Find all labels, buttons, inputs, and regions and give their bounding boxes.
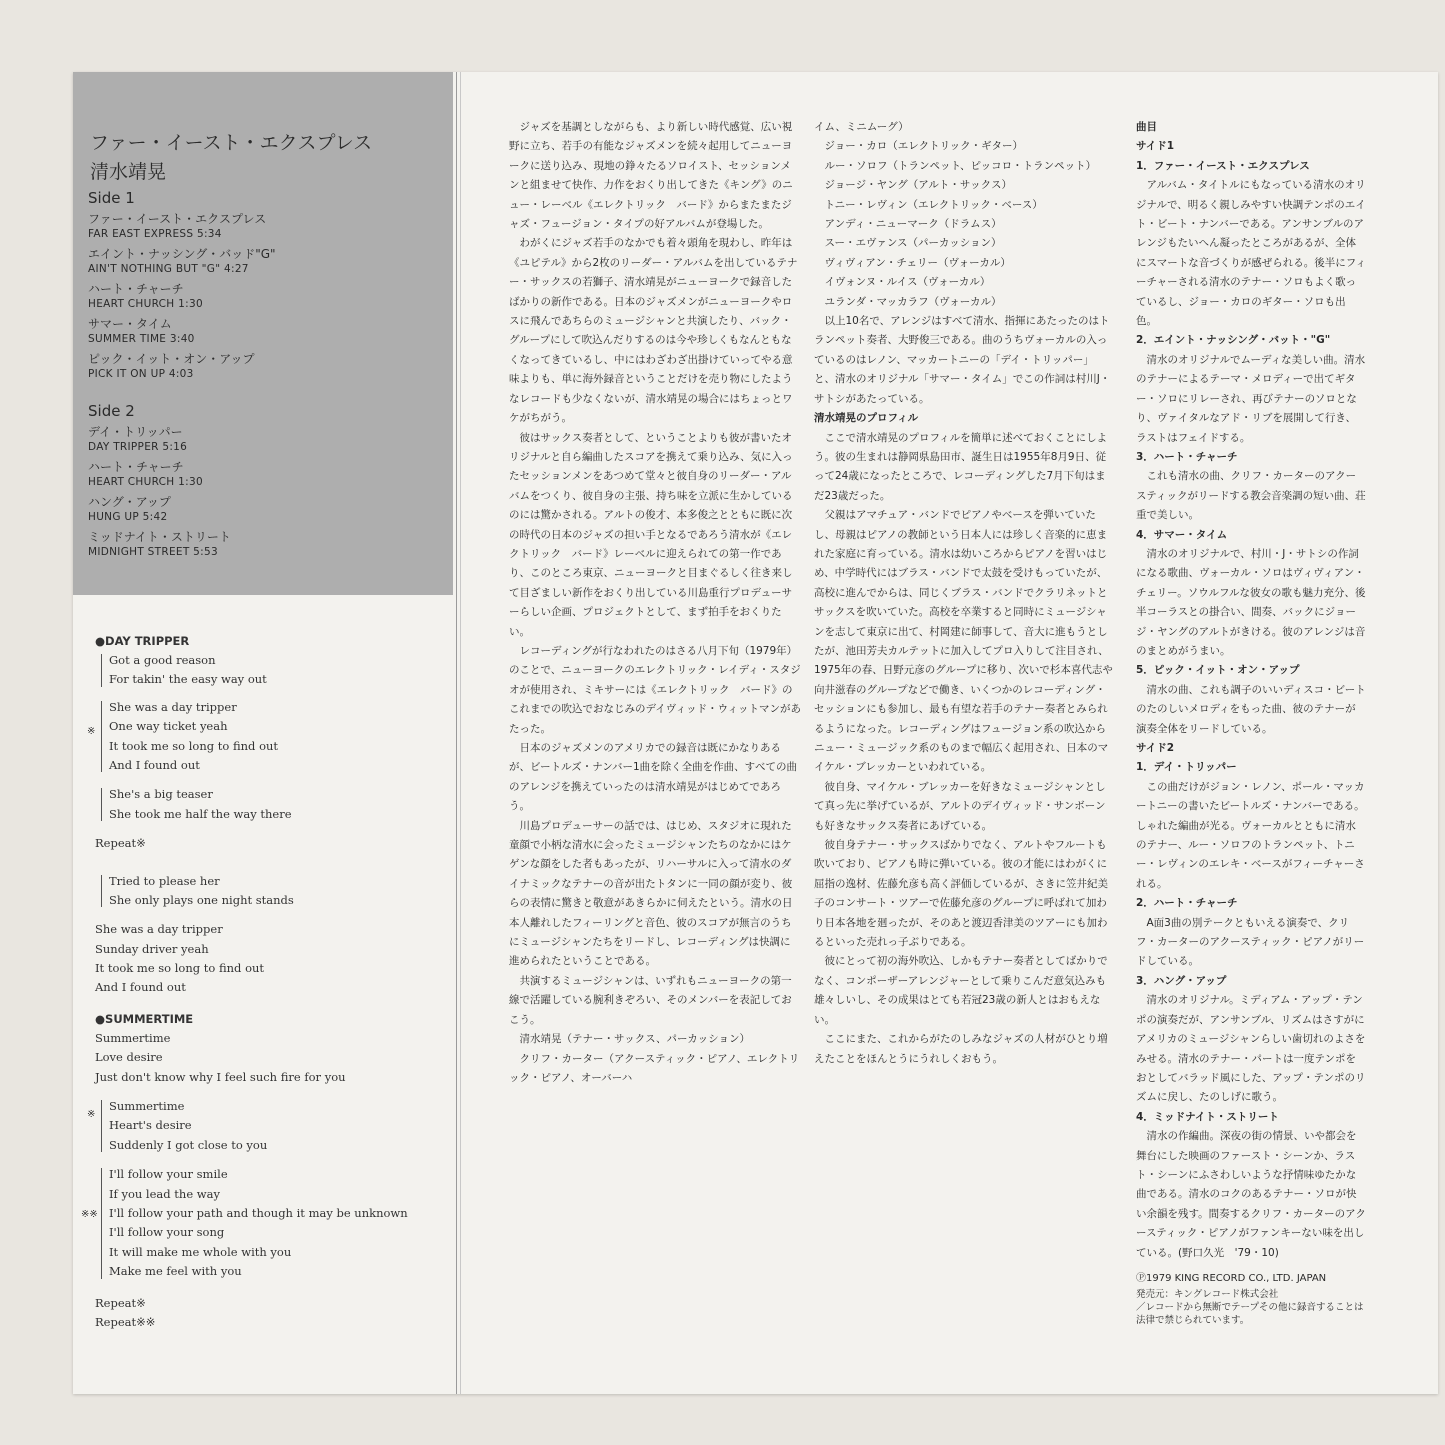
track-item: サマー・タイム SUMMER TIME 3:40 <box>88 317 195 345</box>
lyrics-section: ●DAY TRIPPER Got a good reason For takin' the easy way out ※ She was a day tripper One way ticket yeah It took me so long to find out And I found out She's a big teaser She took me half the way there Repeat※ Tried to please her She only plays one night stands She was a day tripper Sunday driver yeah It took me so long to find out And I found out ●SUMMERTIME Summertime Love desire Just don't know why I feel such fire for you ※ Summertime Heart's desire Suddenly I got close to you ※※ I'll follow your smile If you lead the way I'll follow your path and though it may be unknown I'll follow your song It will make me whole with you Make me feel with you Repeat※ Repeat※※ <box>95 634 445 1332</box>
publisher: 発売元：キングレコード株式会社 <box>1136 1289 1279 1301</box>
notes-column-3: 曲目 サイド1 1．ファー・イースト・エクスプレス アルバム・タイトルにもなっている清水のオリジナルで、明るく親しみやすい快調テンポのエイト・ビート・ナンバーである。アンサンブルのアレンジもたいへん凝ったところがあるが、全体にスマートな音づくりが感ぜられる。後半にフィーチャーされる清水のテナー・ソロもよく歌っているし、ジョー・カロのギター・ソロも出色。 2．エイント・ナッシング・バット・"G" 清水のオリジナルでムーディな美しい曲。清水のテナーによるテーマ・メロディーで出てギター・ソロにリレーされ、再びテナーのソロとなり、ヴァイタルなアド・リブを展開して行き、ラストはフェイドする。 3．ハート・チャーチ これも清水の曲、クリフ・カーターのアクースティックがリードする教会音楽調の短い曲、荘重で美しい。 4．サマー・タイム 清水のオリジナルで、村川・J・サトシの作詞になる歌曲、ヴォーカル・ソロはヴィヴィアン・チェリー。ソウルフルな彼女の歌も魅力充分、後半コーラスとの掛合い、間奏、バックにジョージ・ヤングのアルトがきける。彼のアレンジは音のまとめがうまい。 5．ピック・イット・オン・アップ 清水の曲、これも調子のいいディスコ・ビートのたのしいメロディをもった曲、彼のテナーが演奏全体をリードしている。 サイド2 1．デイ・トリッパー この曲だけがジョン・レノン、ポール・マッカートニーの書いたビートルズ・ナンバーである。しゃれた編曲が光る。ヴォーカルとともに清水のテナー、ルー・ソロフのトランペット、トニー・レヴィンのエレキ・ベースがフィーチャーされる。 2．ハート・チャーチ A面3曲の別テークともいえる演奏で、クリフ・カーターのアクースティック・ピアノがリードしている。 3．ハング・アップ 清水のオリジナル。ミディアム・アップ・テンポの演奏だが、アンサンブル、リズムはさすがにアメリカのミュージシャンらしい歯切れのよさをみせる。清水のテナー・パートは一度テンポをおとしてバラッド風にした、アップ・テンポのリズムに戻し、たのしげに歌う。 4．ミッドナイト・ストリート 清水の作編曲。深夜の街の情景、いや都会を舞台にした映画のファースト・シーンか、ラスト・シーンにふさわしいような抒情味ゆたかな曲である。清水のコクのあるテナー・ソロが快い余韻を残す。間奏するクリフ・カーターのアクースティック・ピアノがファンキーない味を出している。(野口久光 '79・10) Ⓟ1979 KING RECORD CO., LTD. JAPAN 発売元：キングレコード株式会社 ／レコードから無断でテープその他に録音することは法律で禁じられています。 <box>1136 118 1366 1327</box>
lyric-group: She's a big teaser She took me half the way there <box>95 785 445 824</box>
lyric-group: Got a good reason For takin' the easy way out <box>95 651 445 690</box>
tracklist <box>88 189 428 565</box>
liner-notes-sheet <box>73 72 1438 1394</box>
notes-column-1: ジャズを基調としながらも、より新しい時代感覚、広い視野に立ち、若手の有能なジャズメンを続々起用してニューヨークに送り込み、現地の錚々たるソロイスト、セッションメンと組ませて快作、力作をおくり出してきた《キング》のニュー・レーベル《エレクトリック バード》からまたまたジャズ・フュージョン・タイプの好アルバムが登場した。 わがくにジャズ若手のなかでも着々頭角を現わし、昨年は《ユピテル》から2枚のリーダー・アルバムを出しているテナー・サックスの若獅子、清水靖晃がニューヨークで録音したばかりの新作である。日本のジャズメンがニューヨークやロスに飛んであちらのミュージシャンと共演したり、バック・グループにして吹込んだりするのは今や珍しくもなんともなくなってきているし、中にはわざわざ出掛けていってやる意味よりも、単に海外録音ということだけを売り物にしたようなレコードも少なくないが、清水靖晃の場合にはちょっとワケがちがう。 彼はサックス奏者として、ということよりも彼が書いたオリジナルと自ら編曲したスコアを携えて乗り込み、気に入ったセッションメンをあつめて堂々と彼自身のリーダー・アルバムをつくり、彼自身の主張、持ち味を立派に生かしているのには驚かされる。アルトの俊才、本多俊之とともに既に次の時代の日本のジャズの担い手となるであろう清水が《エレクトリック バード》レーベルに迎えられての第一作であり、このところ東京、ニューヨークと目まぐるしく往き来して目ざましい新作をおくり出している川島重行プロデューサーらしい企画、プロジェクトとして、まず拍手をおくりたい。 レコーディングが行なわれたのはさる八月下旬（1979年）のことで、ニューヨークのエレクトリック・レイディ・スタジオが使用され、ミキサーには《エレクトリック バード》のこれまでの吹込でおなじみのデイヴィッド・ウィットマンがあたった。 日本のジャズメンのアメリカでの録音は既にかなりあるが、ビートルズ・ナンバー1曲を除く全曲を作曲、すべての曲のアレンジを携えていったのは清水靖晃がはじめてであろう。 川島プロデューサーの話では、はじめ、スタジオに現れた童顔で小柄な清水に会ったミュージシャンたちのなかにはケゲンな顔をした者もあったが、リハーサルに入って清水のダイナミックなテナーの音が出たトタンに一同の顔が変り、彼らの表情に驚きと敬意があきらかに伺えたという。清水の日本人離れしたフィーリングと音色、彼のスコアが無言のうちにミュージシャンたちをリードし、レコーディングは快調に進められたということである。 共演するミュージシャンは、いずれもニューヨークの第一線で活躍している腕利きぞろい、そのメンバーを表記しておこう。 清水靖晃（テナー・サックス、パーカッション） クリフ・カーター（アクースティック・ピアノ、エレクトリック・ピアノ、オーバーハ <box>509 121 802 1084</box>
track-item: ハング・アップ HUNG UP 5:42 <box>88 495 171 523</box>
album-title: ファー・イースト・エクスプレス <box>90 132 373 154</box>
lyric-line: Repeat※ <box>95 836 146 851</box>
lyrics-heading: ●DAY TRIPPER <box>95 634 190 648</box>
tracklist-heading: 曲目 <box>1136 121 1157 133</box>
tracklist-panel <box>73 72 453 595</box>
track-item: エイント・ナッシング・バッド"G" AIN'T NOTHING BUT "G" 4:27 <box>88 247 276 275</box>
lyric-group: ※ She was a day tripper One way ticket yeah It took me so long to find out And I found out <box>87 699 279 772</box>
notes-column-2: イム、ミニムーグ） ジョー・カロ（エレクトリック・ギター） ルー・ソロフ（トランペット、ピッコロ・トランペット） ジョージ・ヤング（アルト・サックス） トニー・レヴィン（エレクトリック・ベース） アンディ・ニューマーク（ドラムス） スー・エヴァンス（パーカッション） ヴィヴィアン・チェリー（ヴォーカル） イヴォンヌ・ルイス（ヴォーカル） ユランダ・マッカラフ（ヴォーカル） 以上10名で、アレンジはすべて清水、指揮にあたったのはトランペット奏者、大野俊三である。曲のうちヴォーカルの入っているのはレノン、マッカートニーの「デイ・トリッパー」と、清水のオリジナル「サマー・タイム」でこの作詞は村川J・サトシがあたっている。 清水靖晃のプロフィル ここで清水靖晃のプロフィルを簡単に述べておくことにしよう。彼の生まれは静岡県島田市、誕生日は1955年8月9日、従って24歳になったところで、レコーディングした7月下旬はまだ23歳だった。 父親はアマチュア・バンドでピアノやベースを弾いていたし、母親はピアノの教師という日本人には珍しく音楽的に恵まれた家庭に育っている。清水は幼いころからピアノを習いはじめ、中学時代にはブラス・バンドで太鼓を受けもっていたが、高校に進んでからは、同じくブラス・バンドでクラリネットとサックスを吹いていた。高校を卒業すると同時にミュージシャンを志して東京に出て、村岡建に師事して、音大に進もうとしたが、池田芳夫カルテットに加入してプロ入りして注目され、1975年の春、日野元彦のグループに移り、次いで杉本喜代志や向井滋春のグループなどで働き、いくつかのレコーディング・セッションにも参加し、最も有望な若手のテナー奏者とみられるようになった。レコーディングはフュージョン系の吹込からニュー・ミュージック系のものまで幅広く起用され、日本のマイケル・ブレッカーといわれている。 彼自身、マイケル・ブレッカーを好きなミュージシャンとして真っ先に挙げているが、アルトのデイヴィッド・サンボーンも好きなサックス奏者にあげている。 彼自身テナー・サックスばかりでなく、アルトやフルートも吹いており、ピアノも時に弾いている。彼の才能にはわがくに屈指の逸材、佐藤允彦も高く評価しているが、さきに笠井紀美子のコンサート・ツアーで佐藤允彦のグループに呼ばれて加わり日本各地を廻ったが、そのあと渡辺香津美のツアーにも加わるといった売れっ子ぶりである。 彼にとって初の海外吹込、しかもテナー奏者としてばかりでなく、コンポーザーアレンジャーとして乗りこんだ意気込みも雄々しいし、その成果はとても若冠23歳の新人とはおもえない。 ここにまた、これからがたのしみなジャズの人材がひとり増えたことをほんとうにうれしくおもう。 <box>814 121 1113 1065</box>
track-item: ファー・イースト・エクスプレス FAR EAST EXPRESS 5:34 <box>88 212 267 240</box>
lyric-group: Tried to please her She only plays one night stands <box>95 872 445 911</box>
side-1-label: Side 1 <box>88 189 135 207</box>
artist-name: 清水靖晃 <box>90 161 167 183</box>
track-item: ピック・イット・オン・アップ PICK IT ON UP 4:03 <box>88 352 255 380</box>
track-item: デイ・トリッパー DAY TRIPPER 5:16 <box>88 425 188 453</box>
lyrics-heading: ●SUMMERTIME <box>95 1011 194 1026</box>
divider <box>456 72 457 1394</box>
track-item: ミッドナイト・ストリート MIDNIGHT STREET 5:53 <box>88 530 231 558</box>
divider <box>460 72 461 1394</box>
copyright: Ⓟ1979 KING RECORD CO., LTD. JAPAN <box>1136 1272 1327 1284</box>
profile-heading: 清水靖晃のプロフィル <box>814 412 919 425</box>
side-2-label: Side 2 <box>88 402 135 420</box>
left-panel <box>73 72 453 1394</box>
lyric-group: ※※ I'll follow your smile If you lead the way I'll follow your path and though it may be unknown I'll follow your song It will make me whole with you Make me feel with you <box>81 1167 408 1279</box>
lyric-group: ※ Summertime Heart's desire Suddenly I got close to you <box>87 1099 268 1152</box>
track-item: ハート・チャーチ HEART CHURCH 1:30 <box>88 282 203 310</box>
track-item: ハート・チャーチ HEART CHURCH 1:30 <box>88 460 203 488</box>
copy-notice: ／レコードから無断でテープその他に録音することは法律で禁じられています。 <box>1136 1302 1364 1327</box>
